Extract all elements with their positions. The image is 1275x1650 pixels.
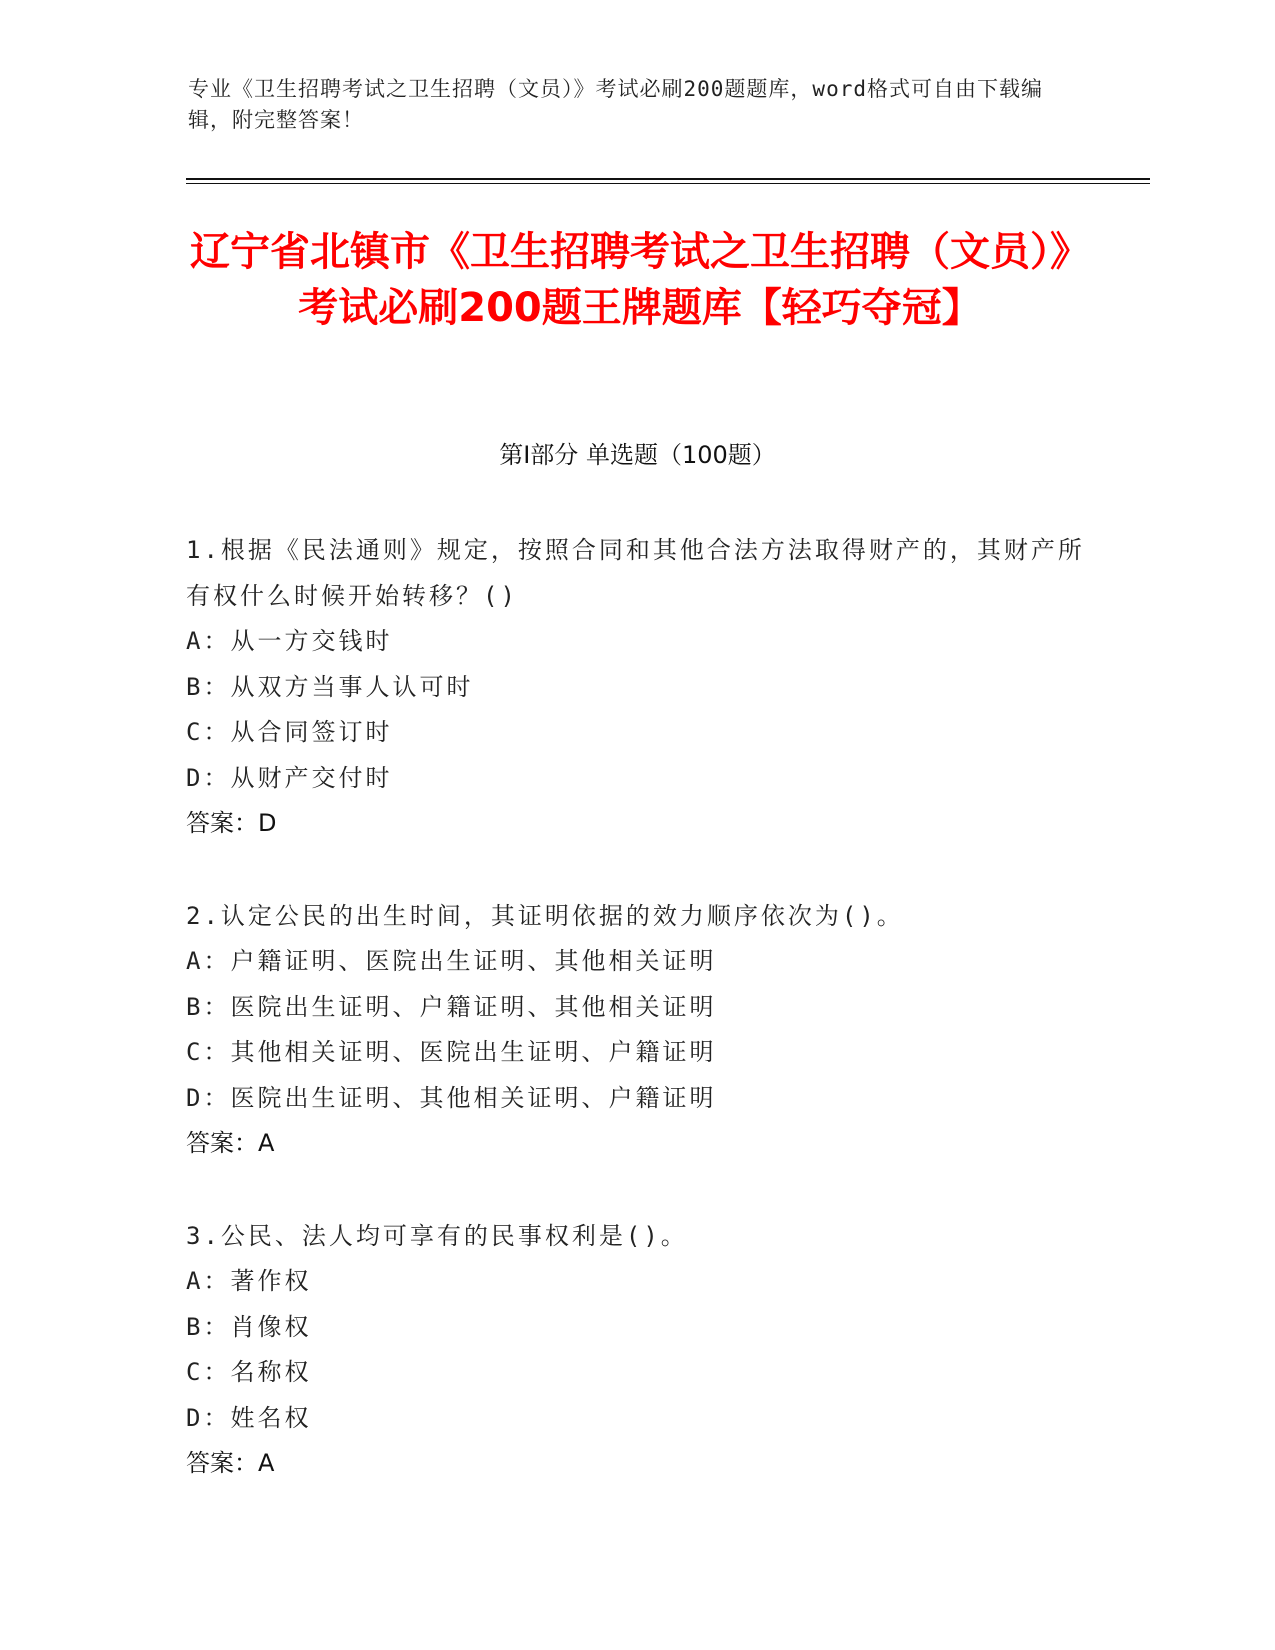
question-list — [186, 528, 1106, 1534]
answer: 答案：D — [186, 809, 277, 837]
option-a: A：户籍证明、医院出生证明、其他相关证明 — [186, 947, 717, 975]
header-rule-thin — [186, 183, 1150, 184]
option-d: D：医院出生证明、其他相关证明、户籍证明 — [186, 1083, 717, 1112]
option-d: D：姓名权 — [186, 1403, 312, 1432]
question-3 — [186, 1214, 1106, 1487]
option-b: B：从双方当事人认可时 — [186, 672, 474, 701]
header-rule-thick — [186, 178, 1150, 180]
answer: 答案：A — [186, 1449, 275, 1477]
option-a: A：从一方交钱时 — [186, 627, 393, 655]
section-title: 第I部分 单选题（100题） — [499, 441, 776, 469]
answer: 答案：A — [186, 1129, 275, 1157]
option-b: B：医院出生证明、户籍证明、其他相关证明 — [186, 992, 717, 1021]
question-1 — [186, 528, 1106, 847]
option-d: D：从财产交付时 — [186, 763, 393, 792]
header-note: 专业《卫生招聘考试之卫生招聘（文员）》考试必刷200题题库，word格式可自由下载编辑，附完整答案！ — [188, 77, 1043, 132]
question-stem: 1.根据《民法通则》规定，按照合同和其他合法方法取得财产的，其财产所有权什么时候开始转移？() — [186, 536, 1085, 610]
question-stem: 2.认定公民的出生时间，其证明依据的效力顺序依次为()。 — [186, 901, 904, 930]
option-c: C：从合同签订时 — [186, 718, 393, 746]
question-2 — [186, 894, 1106, 1167]
document-title: 辽宁省北镇市《卫生招聘考试之卫生招聘（文员）》考试必刷200题王牌题库【轻巧夺冠】 — [190, 229, 1090, 331]
option-c: C：名称权 — [186, 1358, 312, 1386]
option-c: C：其他相关证明、医院出生证明、户籍证明 — [186, 1038, 717, 1066]
question-stem: 3.公民、法人均可享有的民事权利是()。 — [186, 1221, 688, 1250]
option-a: A：著作权 — [186, 1267, 312, 1295]
option-b: B：肖像权 — [186, 1312, 312, 1341]
